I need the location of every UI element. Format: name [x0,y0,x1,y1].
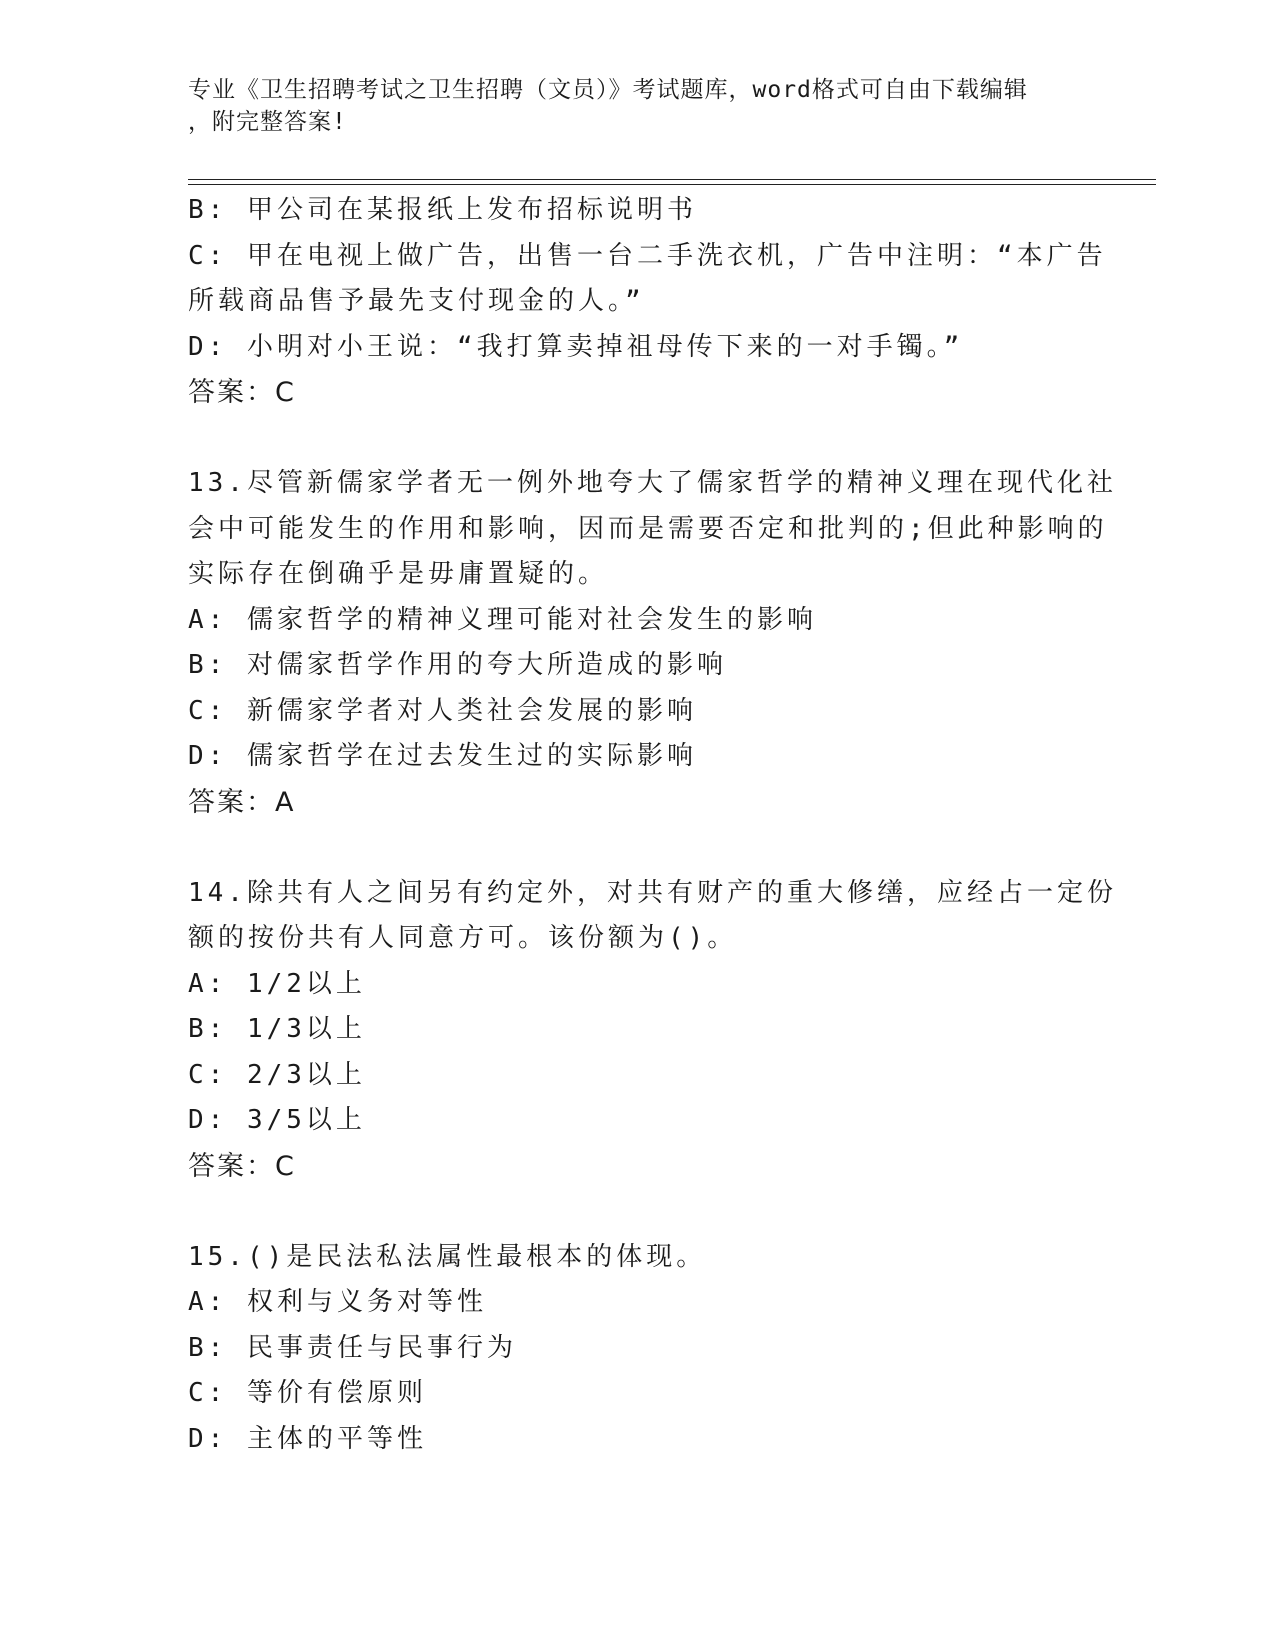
header-rule-top [188,179,1156,180]
question-content [188,188,1117,1462]
question-stem-line: 13.尽管新儒家学者无一例外地夸大了儒家哲学的精神义理在现代化社 [188,468,1117,498]
spacer [188,825,1088,871]
option-d: D: 小明对小王说：“我打算卖掉祖母传下来的一对手镯。” [188,331,964,362]
spacer [188,416,1088,462]
option-c-line-2: 所载商品售予最先支付现金的人。” [188,286,645,316]
option-c: C: 新儒家学者对人类社会发展的影响 [188,695,697,726]
option-b: B: 民事责任与民事行为 [188,1332,517,1363]
question-stem-line: 额的按份共有人同意方可。该份额为()。 [188,923,738,953]
question-12-continued [188,188,1107,416]
option-b: B: 1/3以上 [188,1014,366,1044]
question-14 [188,871,1117,1190]
option-a: A: 1/2以上 [188,968,366,999]
question-13 [188,461,1117,825]
option-a: A: 儒家哲学的精神义理可能对社会发生的影响 [188,604,817,635]
question-stem-line: 14.除共有人之间另有约定外，对共有财产的重大修缮，应经占一定份 [188,877,1117,908]
answer: 答案：A [188,786,296,818]
option-c: C: 等价有偿原则 [188,1378,427,1408]
option-a: A: 权利与义务对等性 [188,1287,487,1317]
option-b: B: 甲公司在某报纸上发布招标说明书 [188,195,697,225]
option-b: B: 对儒家哲学作用的夸大所造成的影响 [188,650,727,680]
question-stem-line: 实际存在倒确乎是毋庸置疑的。 [188,559,609,589]
header-title-line-2: ，附完整答案! [188,109,347,135]
spacer [188,1189,1088,1235]
option-d: D: 主体的平等性 [188,1423,427,1454]
answer: 答案：C [188,377,296,408]
question-15 [188,1235,1088,1463]
header-title-line-1: 专业《卫生招聘考试之卫生招聘（文员）》考试题库，word格式可自由下载编辑 [188,77,1028,103]
header-rule-bottom [188,184,1156,185]
question-stem-line: 15.()是民法私法属性最根本的体现。 [188,1241,707,1272]
option-c-line-1: C: 甲在电视上做广告，出售一台二手洗衣机，广告中注明：“本广告 [188,240,1107,271]
option-d: D: 儒家哲学在过去发生过的实际影响 [188,741,697,771]
page-header [188,74,1068,138]
option-d: D: 3/5以上 [188,1105,366,1135]
question-stem-line: 会中可能发生的作用和影响，因而是需要否定和批判的;但此种影响的 [188,513,1108,544]
answer: 答案：C [188,1150,296,1182]
option-c: C: 2/3以上 [188,1059,366,1090]
